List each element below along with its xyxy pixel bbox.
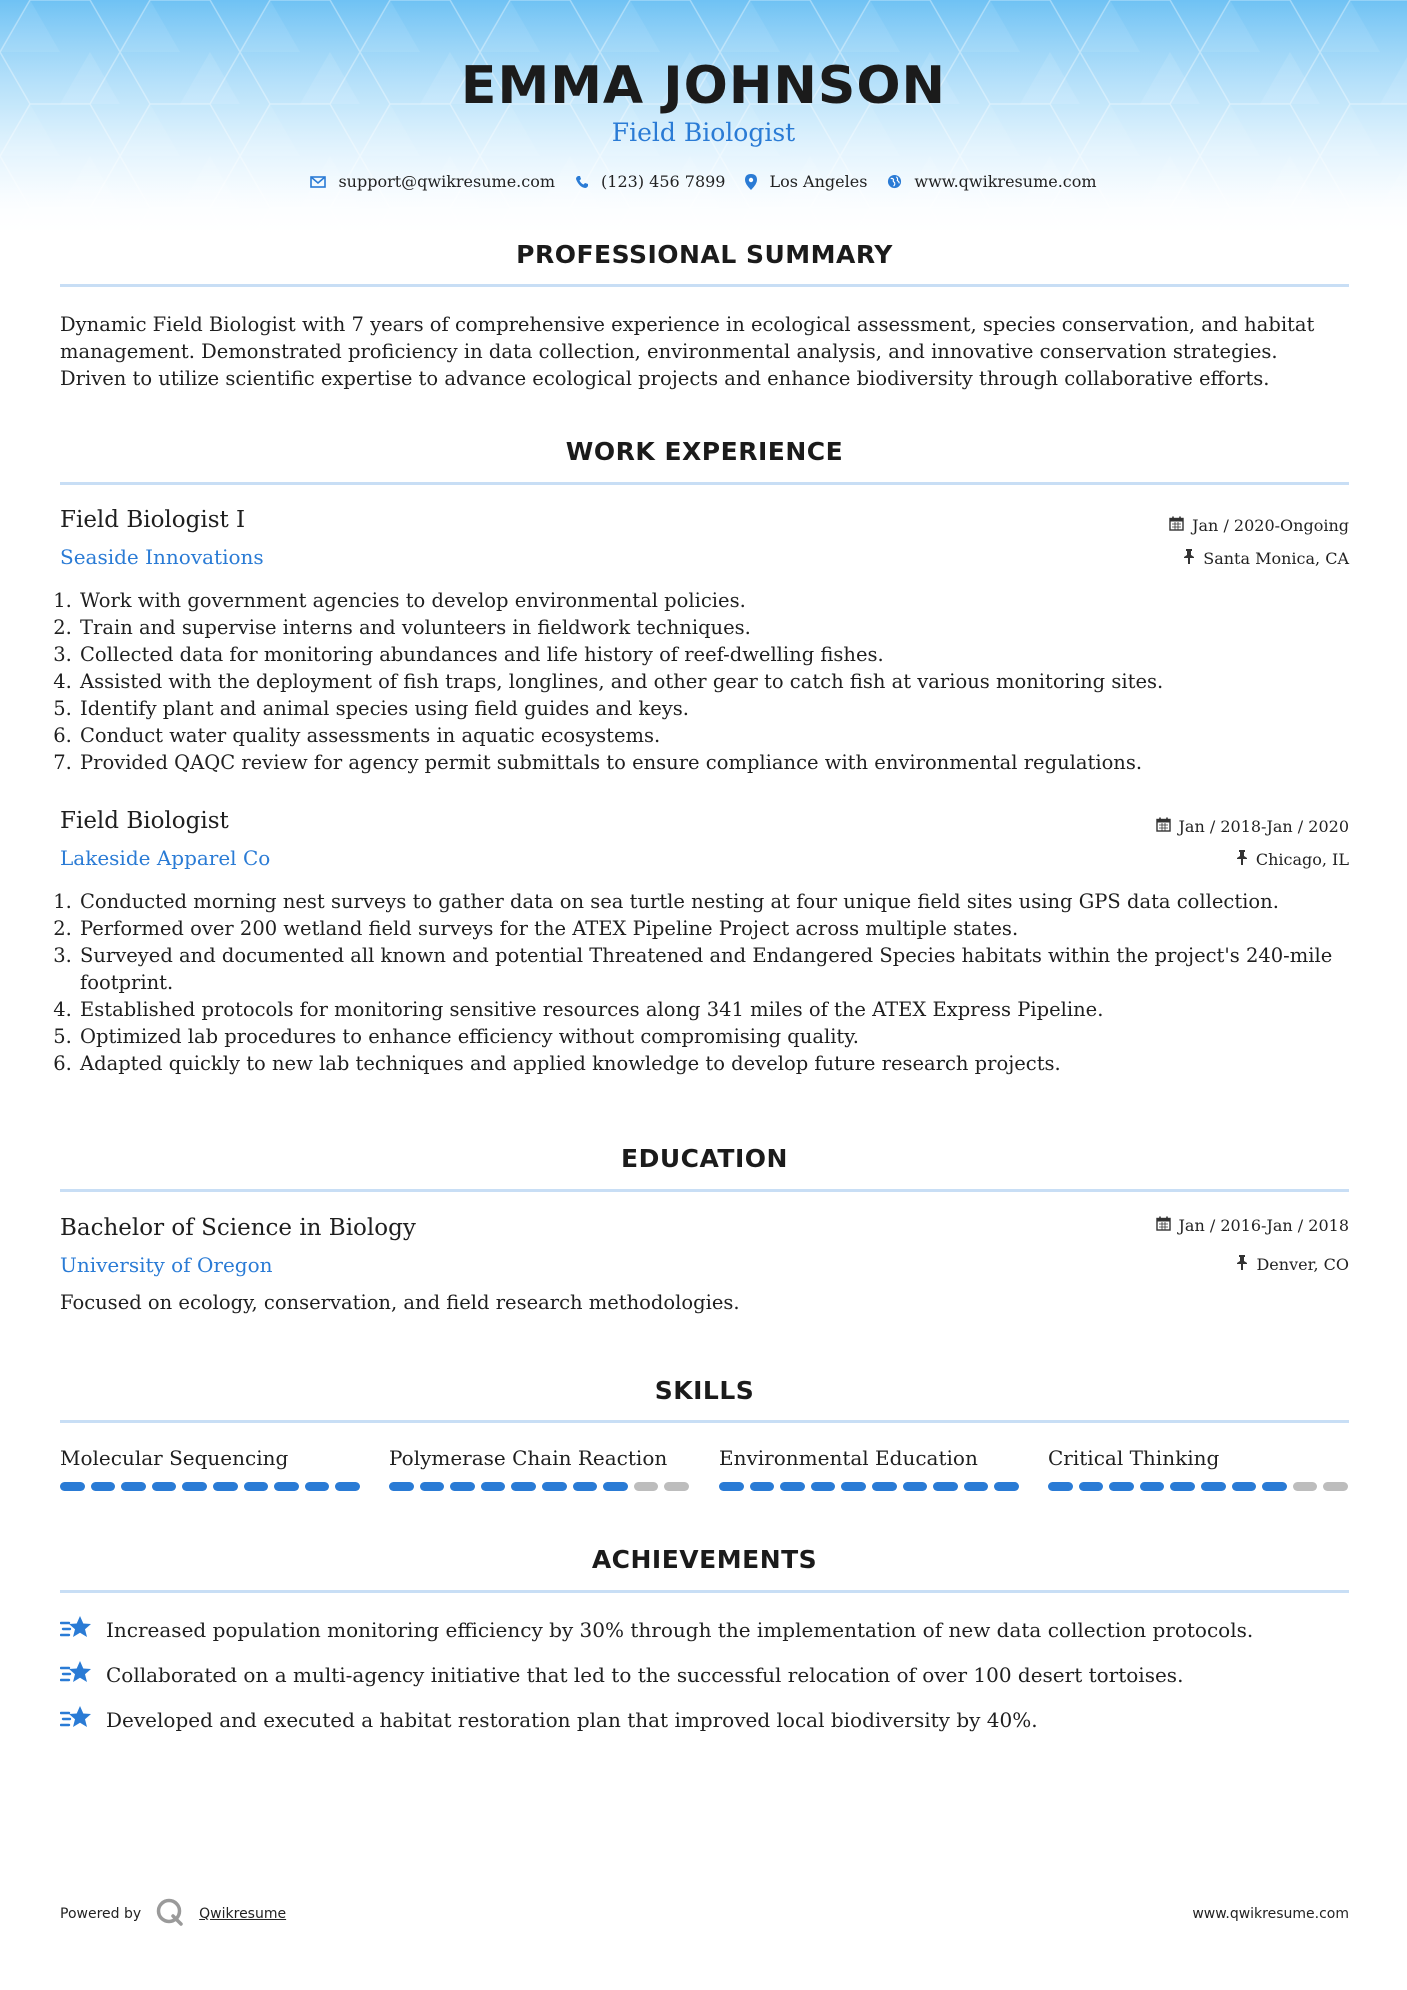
skill-segment-filled xyxy=(719,1482,744,1491)
skill-level-bar xyxy=(1048,1482,1348,1491)
skill-segment-filled xyxy=(244,1482,269,1491)
pin-icon xyxy=(1236,850,1248,869)
job-company: Lakeside Apparel Co xyxy=(60,846,271,870)
job-bullets xyxy=(60,587,1367,776)
job-dates xyxy=(1169,516,1349,535)
skill-segment-empty xyxy=(664,1482,689,1491)
achievement-text: Developed and executed a habitat restoration plan that improved local biodiversity by 40%. xyxy=(106,1707,1038,1732)
calendar-icon xyxy=(1156,1216,1171,1235)
skills-heading: SKILLS xyxy=(654,1376,755,1405)
footer-website[interactable]: www.qwikresume.com xyxy=(1192,1906,1349,1922)
skill-name: Molecular Sequencing xyxy=(60,1446,289,1470)
education-dates-text: Jan / 2016-Jan / 2018 xyxy=(1178,1216,1349,1235)
skill-segment-filled xyxy=(872,1482,897,1491)
education-heading: EDUCATION xyxy=(621,1144,788,1173)
job-dates xyxy=(1156,817,1349,836)
list-item: 2. Performed over 200 wetland field surveys for the ATEX Pipeline Project across multiple states. xyxy=(78,915,1367,942)
skill-segment-filled xyxy=(750,1482,775,1491)
skill-segment-filled xyxy=(1170,1482,1195,1491)
list-item: 5. Identify plant and animal species using field guides and keys. xyxy=(78,695,1367,722)
education-description: Focused on ecology, conservation, and field research methodologies. xyxy=(60,1291,740,1314)
envelope-icon xyxy=(310,176,326,188)
contact-email[interactable]: support@qwikresume.com xyxy=(338,172,556,191)
skill-name: Critical Thinking xyxy=(1048,1446,1220,1470)
footer-powered-by xyxy=(60,1897,286,1931)
skill-segment-empty xyxy=(1323,1482,1348,1491)
list-item: 3. Collected data for monitoring abundances and life history of reef-dwelling fishes. xyxy=(78,641,1367,668)
skill-name: Environmental Education xyxy=(719,1446,978,1470)
calendar-icon xyxy=(1169,516,1184,535)
star-icon xyxy=(60,1704,92,1735)
skills-divider xyxy=(60,1420,1349,1423)
skill-segment-filled xyxy=(152,1482,177,1491)
skill-segment-filled xyxy=(780,1482,805,1491)
skill-segment-filled xyxy=(91,1482,116,1491)
list-item: 5. Optimized lab procedures to enhance efficiency without compromising quality. xyxy=(78,1023,1367,1050)
education-school: University of Oregon xyxy=(60,1253,273,1277)
candidate-name: EMMA JOHNSON xyxy=(460,56,947,116)
brand-link[interactable]: Qwikresume xyxy=(199,1906,287,1922)
map-marker-icon xyxy=(745,174,757,190)
skill-segment-filled xyxy=(1048,1482,1073,1491)
job-company: Seaside Innovations xyxy=(60,545,264,569)
skill-segment-filled xyxy=(121,1482,146,1491)
pin-icon xyxy=(1236,1255,1248,1274)
experience-heading: WORK EXPERIENCE xyxy=(565,437,844,466)
contact-location: Los Angeles xyxy=(769,172,868,191)
education-dates xyxy=(1156,1216,1349,1235)
skill-segment-filled xyxy=(933,1482,958,1491)
star-icon xyxy=(60,1659,92,1690)
skill-segment-filled xyxy=(542,1482,567,1491)
job-location xyxy=(1236,850,1349,869)
list-item: 6. Conduct water quality assessments in aquatic ecosystems. xyxy=(78,722,1367,749)
skill-segment-filled xyxy=(573,1482,598,1491)
job-title: Field Biologist I xyxy=(60,507,246,533)
skill-name: Polymerase Chain Reaction xyxy=(389,1446,668,1470)
powered-by-label: Powered by xyxy=(60,1906,142,1922)
skill-segment-filled xyxy=(450,1482,475,1491)
skill-segment-filled xyxy=(603,1482,628,1491)
education-divider xyxy=(60,1189,1349,1192)
skill-level-bar xyxy=(719,1482,1019,1491)
achievements-heading: ACHIEVEMENTS xyxy=(591,1545,818,1574)
skill-segment-filled xyxy=(213,1482,238,1491)
contact-phone[interactable]: (123) 456 7899 xyxy=(601,172,726,191)
summary-text: Dynamic Field Biologist with 7 years of comprehensive experience in ecological assessment, species conservation, and habitat management. Demonstrated proficiency in data collection, environmental analysis, and innovative conservation strategies. Driven to utilize scientific expertise to advance ecological projects and enhance biodiversity through collaborative efforts. xyxy=(60,313,1315,390)
qwikresume-logo xyxy=(155,1897,185,1931)
achievement-item xyxy=(60,1704,1038,1735)
summary-heading: PROFESSIONAL SUMMARY xyxy=(516,240,893,269)
skill-segment-filled xyxy=(305,1482,330,1491)
achievement-text: Increased population monitoring efficiency by 30% through the implementation of new data collection protocols. xyxy=(106,1617,1254,1642)
list-item: 2. Train and supervise interns and volunteers in fieldwork techniques. xyxy=(78,614,1367,641)
skill-segment-filled xyxy=(420,1482,445,1491)
contact-website[interactable]: www.qwikresume.com xyxy=(914,172,1097,191)
skill-segment-filled xyxy=(811,1482,836,1491)
skill-item xyxy=(719,1446,1019,1491)
skill-segment-filled xyxy=(274,1482,299,1491)
skill-segment-filled xyxy=(182,1482,207,1491)
star-icon xyxy=(60,1614,92,1645)
skill-segment-empty xyxy=(634,1482,659,1491)
pin-icon xyxy=(1183,549,1195,568)
skill-item xyxy=(1048,1446,1348,1491)
achievement-item xyxy=(60,1659,1183,1690)
contact-bar xyxy=(0,172,1407,191)
globe-icon xyxy=(887,174,902,189)
skill-segment-filled xyxy=(60,1482,85,1491)
skill-segment-filled xyxy=(903,1482,928,1491)
job-title: Field Biologist xyxy=(60,808,229,834)
skill-segment-empty xyxy=(1293,1482,1318,1491)
skill-segment-filled xyxy=(481,1482,506,1491)
skill-segment-filled xyxy=(1232,1482,1257,1491)
job-dates-text: Jan / 2020-Ongoing xyxy=(1192,516,1349,535)
calendar-icon xyxy=(1156,817,1171,836)
skill-segment-filled xyxy=(841,1482,866,1491)
skill-item xyxy=(60,1446,360,1491)
list-item: 1. Conducted morning nest surveys to gather data on sea turtle nesting at four unique field sites using GPS data collection. xyxy=(78,888,1367,915)
achievement-item xyxy=(60,1614,1253,1645)
list-item: 3. Surveyed and documented all known and potential Threatened and Endangered Species habitats within the project's 240-mile footprint. xyxy=(78,942,1367,996)
summary-divider xyxy=(60,284,1349,287)
skill-segment-filled xyxy=(335,1482,360,1491)
education-location-text: Denver, CO xyxy=(1256,1255,1349,1274)
skill-level-bar xyxy=(60,1482,360,1491)
skill-segment-filled xyxy=(994,1482,1019,1491)
list-item: 4. Established protocols for monitoring sensitive resources along 341 miles of the ATEX Express Pipeline. xyxy=(78,996,1367,1023)
candidate-role: Field Biologist xyxy=(611,118,796,147)
experience-divider xyxy=(60,482,1349,485)
job-bullets xyxy=(60,888,1367,1077)
list-item: 4. Assisted with the deployment of fish traps, longlines, and other gear to catch fish at various monitoring sites. xyxy=(78,668,1367,695)
job-location xyxy=(1183,549,1349,568)
achievement-text: Collaborated on a multi-agency initiative that led to the successful relocation of over 100 desert tortoises. xyxy=(106,1662,1184,1687)
job-location-text: Santa Monica, CA xyxy=(1203,549,1349,568)
skill-segment-filled xyxy=(389,1482,414,1491)
achievements-divider xyxy=(60,1590,1349,1593)
skill-segment-filled xyxy=(1109,1482,1134,1491)
education-degree: Bachelor of Science in Biology xyxy=(60,1215,416,1241)
job-dates-text: Jan / 2018-Jan / 2020 xyxy=(1178,817,1349,836)
skill-segment-filled xyxy=(964,1482,989,1491)
education-location xyxy=(1236,1255,1349,1274)
skill-segment-filled xyxy=(1140,1482,1165,1491)
list-item: 1. Work with government agencies to develop environmental policies. xyxy=(78,587,1367,614)
skill-segment-filled xyxy=(1201,1482,1226,1491)
skill-item xyxy=(389,1446,689,1491)
skill-segment-filled xyxy=(1262,1482,1287,1491)
skill-level-bar xyxy=(389,1482,689,1491)
phone-icon xyxy=(575,175,589,189)
job-location-text: Chicago, IL xyxy=(1255,850,1349,869)
list-item: 6. Adapted quickly to new lab techniques and applied knowledge to develop future research projects. xyxy=(78,1050,1367,1077)
skill-segment-filled xyxy=(511,1482,536,1491)
list-item: 7. Provided QAQC review for agency permit submittals to ensure compliance with environmental regulations. xyxy=(78,749,1367,776)
skill-segment-filled xyxy=(1079,1482,1104,1491)
